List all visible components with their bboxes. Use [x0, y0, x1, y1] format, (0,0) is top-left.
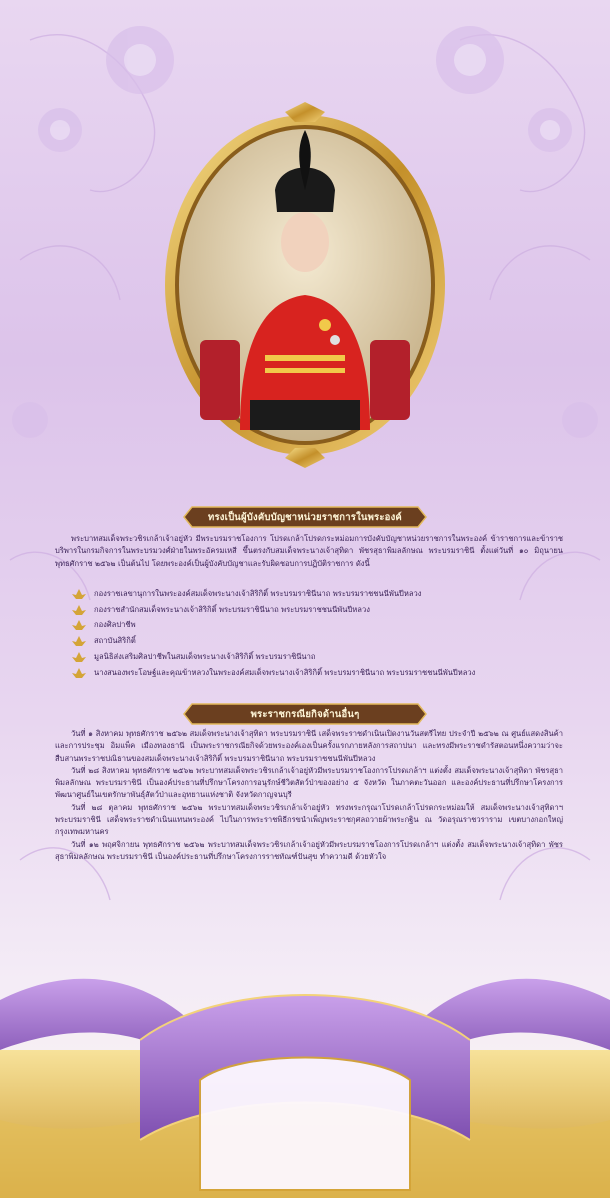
list-item-label: กองราชสำนักสมเด็จพระนางเจ้าสิริกิติ์ พระบรมราชินีนาถ พระบรมราชชนนีพันปีหลวง	[94, 604, 370, 614]
list-item	[72, 633, 552, 649]
lotus-icon	[72, 605, 86, 615]
list-item-label: นางสนองพระโอษฐ์และคุณข้าหลวงในพระองค์สมเด็จพระนางเจ้าสิริกิติ์ พระบรมราชินีนาถ พระบรมราชชนนีพันปีหลวง	[94, 667, 476, 677]
paragraph-text: วันที่ ๒๘ ตุลาคม พุทธศักราช ๒๕๖๒ พระบาทสมเด็จพระวชิรเกล้าเจ้าอยู่หัว ทรงพระกรุณาโปรดเกล้าโปรดกระหม่อมให้ สมเด็จพระนางเจ้าสุทิดาฯ พระบรมราชินี เสด็จพระราชดำเนินแทนพระองค์ ไปในการพระราชพิธีกรขนำเพ็ญพระราชกุศลถวายผ้าพระกฐิน ณ วัดอรุณราชวราราม เขตบางกอกใหญ่ กรุงเทพมหานคร	[55, 802, 563, 837]
lotus-icon	[72, 636, 86, 646]
lotus-icon	[72, 589, 86, 599]
list-item	[72, 618, 552, 634]
paragraph-text: วันที่ ๑ สิงหาคม พุทธศักราช ๒๕๖๒ สมเด็จพระนางเจ้าสุทิดา พระบรมราชินี เสด็จพระราชดำเนินเปิดงานวันสตรีไทย ประจำปี ๒๕๖๒ ณ ศูนย์แสดงสินค้าและการประชุม อิมแพ็ค เมืองทองธานี เป็นพระราชกรณียกิจด้วยพระองค์เองเป็นครั้งแรกภายหลังการสถาปนา และทรงมีพระราชดำรัสตอนหนึ่งความว่าจะสืบสานพระราชปณิธานของสมเด็จพระนางเจ้าสิริกิติ์ พระบรมราชินีนาถ พระบรมราชชนนีพันปีหลวง	[55, 729, 563, 763]
department-list	[72, 586, 552, 681]
paragraph-text: พระบาทสมเด็จพระวชิรเกล้าเจ้าอยู่หัว มีพระบรมราชโองการ โปรดเกล้าโปรดกระหม่อมการบังคับบัญชาหน่วยราชการในพระองค์ ข้าราชการและข้าราชบริพารในกรมกิจการในพระบรมวงศ์ฝ่ายในพระอัครมเหสี ขึ้นตรงกับสมเด็จพระนางเจ้าสุทิดา พัชรสุธาพิมลลักษณ พระบรมราชินี ตั้งแต่วันที่ ๑๐ มิถุนายน พุทธศักราช ๒๕๖๒ เป็นต้นไป โดยพระองค์เป็นผู้บังคับบัญชาและรับผิดชอบการปฏิบัติราชการ ดังนี้	[55, 534, 563, 568]
list-item-label: กองราชเลขานุการในพระองค์สมเด็จพระนางเจ้าสิริกิติ์ พระบรมราชินีนาถ พระบรมราชชนนีพันปีหลวง	[94, 588, 422, 598]
lotus-icon	[72, 668, 86, 678]
list-item	[72, 665, 552, 681]
section-title: ทรงเป็นผู้บังคับบัญชาหน่วยราชการในพระองค์	[208, 511, 402, 523]
list-item-label: กองศิลปาชีพ	[94, 620, 136, 630]
list-item	[72, 602, 552, 618]
list-item-label: สถาบันสิริกิติ์	[94, 636, 136, 646]
lotus-icon	[72, 620, 86, 630]
list-item	[72, 649, 552, 665]
section-title-banner	[182, 505, 428, 529]
intro-paragraph	[55, 533, 563, 570]
portrait-frame	[155, 100, 455, 470]
ribbon-footer	[0, 920, 610, 1198]
lotus-icon	[72, 652, 86, 662]
list-item-label: มูลนิธิส่งเสริมศิลปาชีพในสมเด็จพระนางเจ้าสิริกิติ์ พระบรมราชินีนาถ	[94, 652, 316, 662]
paragraph-text: วันที่ ๒๘ สิงหาคม พุทธศักราช ๒๕๖๒ พระบาทสมเด็จพระวชิรเกล้าเจ้าอยู่หัวมีพระบรมราชโองการโปรดเกล้าฯ แต่งตั้ง สมเด็จพระนางเจ้าสุทิดา พัชรสุธาพิมลลักษณ พระบรมราชินี เป็นองค์ประธานที่ปรึกษาโครงการอนุรักษ์ชีวิตสัตว์ป่าของอย่าง ๕ จังหวัด ในภาคตะวันออก และองค์ประธานที่ปรึกษาโครงการพัฒนาศูนย์ในเขตรักษาพันธุ์สัตว์ป่าและอุทยานแห่งชาติ จังหวัดกาญจนบุรี	[55, 765, 563, 800]
activities-paragraphs	[55, 728, 563, 863]
section-title-banner	[182, 702, 428, 726]
list-item	[72, 586, 552, 602]
paragraph-text: วันที่ ๑๒ พฤศจิกายน พุทธศักราช ๒๕๖๒ พระบาทสมเด็จพระวชิรเกล้าเจ้าอยู่หัวมีพระบรมราชโองการโปรดเกล้าฯ แต่งตั้ง สมเด็จพระนางเจ้าสุทิดา พัชรสุธาพิมลลักษณ พระบรมราชินี เป็นองค์ประธานที่ปรึกษาโครงการราชทัณฑ์ปันสุข ทำความดี ด้วยหัวใจ	[55, 839, 563, 861]
section-title: พระราชกรณียกิจด้านอื่นๆ	[250, 708, 360, 720]
